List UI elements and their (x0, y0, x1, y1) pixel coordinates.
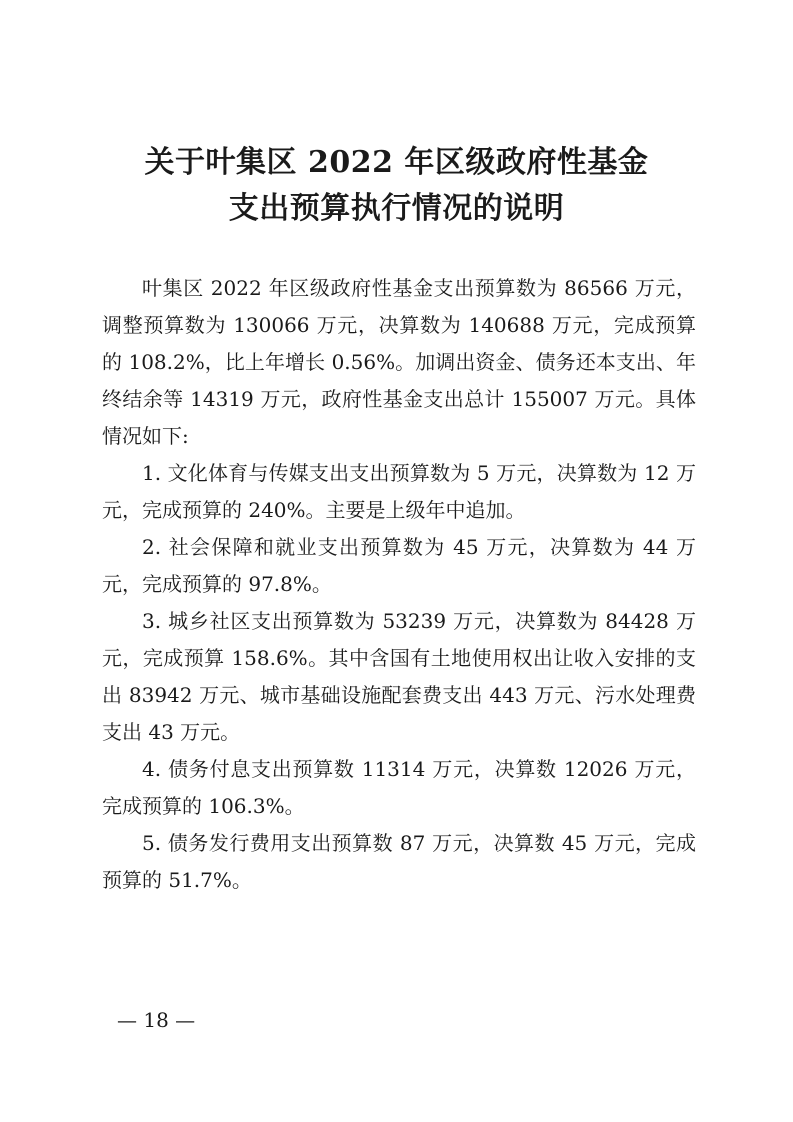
document-body (102, 270, 696, 899)
intro-paragraph: 叶集区 2022 年区级政府性基金支出预算数为 86566 万元，调整预算数为 130066 万元，决算数为 140688 万元，完成预算的 108.2%，比上年增长 0.56%。加调出资金、债务还本支出、年终结余等 14319 万元，政府性基金支出总计 155007 万元。具体情况如下: (102, 276, 696, 448)
item-paragraph-5: 5. 债务发行费用支出预算数 87 万元，决算数 45 万元，完成预算的 51.7%。 (102, 831, 696, 892)
page-number: — 18 — (117, 1008, 196, 1032)
item-paragraph-1: 1. 文化体育与传媒支出支出预算数为 5 万元，决算数为 12 万元，完成预算的 240%。主要是上级年中追加。 (102, 461, 696, 522)
item-paragraph-3: 3. 城乡社区支出预算数为 53239 万元，决算数为 84428 万元，完成预算 158.6%。其中含国有土地使用权出让收入安排的支出 83942 万元、城市基础设施配套费支出 443 万元、污水处理费支出 43 万元。 (102, 609, 696, 744)
document-title-line-2: 支出预算执行情况的说明 (228, 191, 565, 226)
item-paragraph-4: 4. 债务付息支出预算数 11314 万元，决算数 12026 万元，完成预算的 106.3%。 (102, 757, 696, 818)
document-title-line-1: 关于叶集区 2022 年区级政府性基金 (144, 145, 649, 180)
item-paragraph-2: 2. 社会保障和就业支出预算数为 45 万元，决算数为 44 万元，完成预算的 97.8%。 (102, 535, 696, 596)
